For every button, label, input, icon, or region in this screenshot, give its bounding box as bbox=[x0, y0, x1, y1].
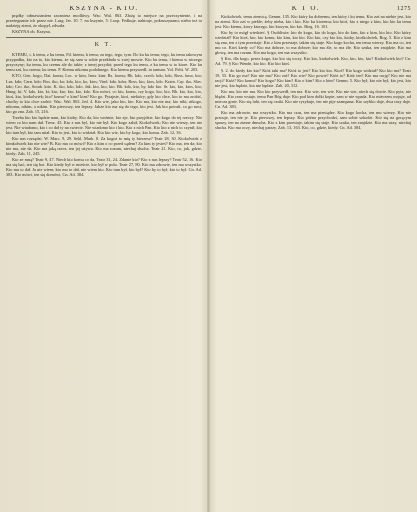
entry-paragraph: § Kto, dla kogo, przez kogo, kto kto się toczy. Kto kto, ktokolwiek. Kto, kto, kto, kto? Ktokolwiek kto? Cn. Ad. 79. § Kto Wende, kto kto. Kto kto ktoś. bbox=[215, 56, 411, 67]
section-title: K T. bbox=[94, 42, 114, 49]
right-column bbox=[215, 6, 411, 506]
right-header-title: K T O. bbox=[291, 6, 321, 12]
entry-paragraph: Kto by to mógł wiedzieć. § Osobliwie; kto do kogo, kto do kogo, kto do kim, kto z kim, kto kto. Kto który wiedział? Kto ktoś, kto; kto komu, kto kim, kto kto. Kto kto, czy kto kto, ktoby, ktośkolwiek, Bog. 5. Kto z kim się zna, ten z tym przestaje. Kto z kim przestaje, takim się staje. Kto kogo kocha, ten temu wierzy. Kto ma co, ten mu co. Ktoś kiedy co? Kto ma dobrze, to ma dobrze; kto ma źle, to ma źle. Kto szuka, ten znajdzie. Kto ma głowę, ten ma rozum. Kto ma kogo, ten ma wszystko. bbox=[215, 30, 411, 56]
section-divider bbox=[6, 37, 202, 38]
entry-paragraph: Kto ma zdrowie, ma wszystko. Kto ma czas, ten ma pieniądze. Kto kogo kocha, ten mu wierzy. Kto nie pracuje, ten nie je. Kto pierwszy, ten lepszy. Kto późno przychodzi, sam sobie szkodzi. Kto się na gorącym sparzy, ten na zimne dmucha. Kto z kim przestaje, takim się staje. Kto szuka, ten znajdzie. Kto ma uszy, niechaj słucha. Kto ma oczy, niechaj patrzy. Zab. 13, 163. Kto, co, gdzie, kiedy. Cn. Ad. 384. bbox=[215, 109, 411, 131]
left-column bbox=[6, 6, 202, 506]
entry-paragraph: Kto nas rozsądzi. W. Marc. 9, 29. Sekl. Mark. 8. Za kogoż to mię ty bierzesz? Teatr 28, 30. Ktokolwiek z kimkolwiek kto nie wie? B. Kto ma co mówi? Kto z kim o co przed sądem? Za kim ty jesteś? Kto ma, ten da; kto nie ma, nie da. Kto ma jaką rzecz, ten jej używa. Kto ma rozum, niechaj słucha. Teatr 21. Kto, co, jak, gdzie, kiedy; Zab. 11, 245. bbox=[6, 136, 202, 157]
page-number: 1275 bbox=[397, 6, 411, 12]
entry-paragraph: Trzeba kto kto będzie nam, kto ktoby. Kto da, kto weźmie, kto zje, kto przyjdzie, kto kogo do tej rzeczy. Nie wiem co kto nam dał. Tresz. 45. Kto z nas byl, kto nie był. Kto kogo zabił, Ktokolwiek; Kto nie wierzy, ten nie jest. Nie wiadomo, kto i co dał ty na swiecie. Nie wiadomo kto i kto. Kto z nich Pan. Kto kto z nich to czynił, kto kto tam był, kto tam miał. Kto to jest, kto to widział. Kto kto wie, kto by kogo, kto komu. Zab. 12, 36. bbox=[6, 114, 202, 135]
left-header bbox=[6, 6, 202, 11]
left-top-paragraph: prędky odmawianiem zaczniesz modlitwy. Wac. Wal. 863. Złożę to miejsce na przeczynienie, i na przeżegnanie ich przez nie. Lasg. Jer. 10. 7. na kszynie, 5. Loop. Fedkuje, nabiraje, pokruszynami; niebo też to nadzieję ziemi, że okopył, zdwała. bbox=[6, 13, 202, 29]
right-header bbox=[215, 6, 411, 12]
left-top-tail: KSZYNA ob. Kszyna. bbox=[12, 29, 51, 35]
entry-paragraph: Kto ma, kto nie ma. Kto kto przyszedł, ten ma. Kto wie, ten wie. Kto nie wie, niech się dowie. Kto pyta, nie błądzi. Kto rano wstaje, temu Pan Bóg daje. Kto pod kim dołki kopie, sam w nie wpada. Kto mieczem wojuje, od miecza ginie. Kto się lubi, ten się czubi. Kto nie ryzykuje, ten nie pije szampana. Kto szybko daje, dwa razy daje. Cn. Ad. 383. bbox=[215, 88, 411, 109]
left-header-title: KSZYNA - KTO. bbox=[69, 6, 139, 12]
entry-paragraph: Kto ze mną? Teatr 9, 47. Niech kto komu co da, Teatr 31, 24. Zdanie kto? Kto z nas lepszy? Teatr 52, 16. Kto ma się bać, ten się boi. Kto kiedy był w mieście, kto był w polu. Teatr 27, 80. Kto ma zdrowie, ten ma wszystko. Kto mu to dał. Ja nie wiem; kto mu to dał, nie wiem kto. Kto tam był, kto był? Kto by to był, kto to był. Cn. Ad. 383. Kto mówi, ten się domówi, Cn. Ad. 384. bbox=[6, 157, 202, 178]
entry-paragraph: KTO, Gen. kogo, Dat. komu, Loc. w kim, Instr. kim; Rs. komu; Bh. kdo, czech. kdo, kdo, Ross. kmo, kto; Lus. kdo; Carn. kdo; Bos. tko, ko; kdo, kto, ko, ktos; Vind. kdo, kdor, Ross. kto, ktos, kdo. Krain. Crp. tko, Slav. kdo; Cro. tko, Sorab. kito. K. tko, kdo, kdo. Jak. kto, kto, kto. Bh. kdo, kto, by, kdo kto. Sr. kto, kto, ktos, kto; Hung. ki; V. kdo, kto; ki; kto; kto; kto; kto, kdo. Kto mówi, co kto, komu, czy kogo, kto, kto. Bh. kto, kto, kto, ktoś, kto, ktokolwiek; kto? komu? o kim? kim? Kto go. Pytajnie, ktoś, niektóry; gdy kto chce, kto to ma zrobić, choćby to kto chce zrobić. Wac. Wal. 863. Jed. 4. Kto wie, jako kto, kto. Kto ma, kto nie ma; kto nikt; nikogo, nikomu, nikim, o nikim. Kto pierwszy, ten lepszy. Jakże kto ma się do tego, kto jest. Jak kto potrafi, co go nosi, kto go zna. Zab. 15, 216. bbox=[6, 73, 202, 114]
entry-paragraph: Ktokolwiek, temu ziemicą. Gemm. 135. Kto który ku dobremu, ten który i ku temu. Kto zaś na niebie jest, kto na ziemi. Kto zaś w piekle; żeby nieba, kto i kto. Kto ku ktoremu; kto ktoś, kto z niego z kim, kto kto ku temu jest. Kto ktemu, ktory ktorego, kto ktorym, kto kto. Bieg. 16. 101. bbox=[215, 14, 411, 30]
entry-paragraph: §. 2. do kiedy kto kto? Któż taki ma? Któż to jest? Kto kto kto. Ktoś? Kto kogo widział? Kto kto ma? Teatr 19, 55. Kto go ma? Kto nie ma? Kto zaś? Kto wie? Kto powie? Któż to? Któż ten? Kto ma rację? Kto nie ma racji? Któż? Kto komu? Kto kogo? Kto kim? Kto o kim? Kto z kim? Gemm. 5. Kto był, kto nie był, kto jest, kto nie jest, kto będzie, kto nie będzie. Zab. 20, 312. bbox=[215, 67, 411, 88]
page-gutter bbox=[207, 0, 210, 512]
entry-paragraph: KTEMU, t. k temu, z ku temu, Fd. ktemu, k temu; za tego, tego, tym. Do ku ku temu; tego, ku temu takowym przypadku, kto na to, kto ktemu, że się sam w sobie przekłada w swej mowie. Kto ku temu, i ktemu w niczego przyczyny; ku temu, ku czemu ale do takie; z innej przydat; przed tego ku temu, z ku temu w to ktore. Kto ku temu zaś, ku czemu; ku temu. P. Ktemu nikomu podobnego. Kto ktemu przyszedł, in tantum: Vol. Pelit. W. 203. bbox=[6, 52, 202, 73]
